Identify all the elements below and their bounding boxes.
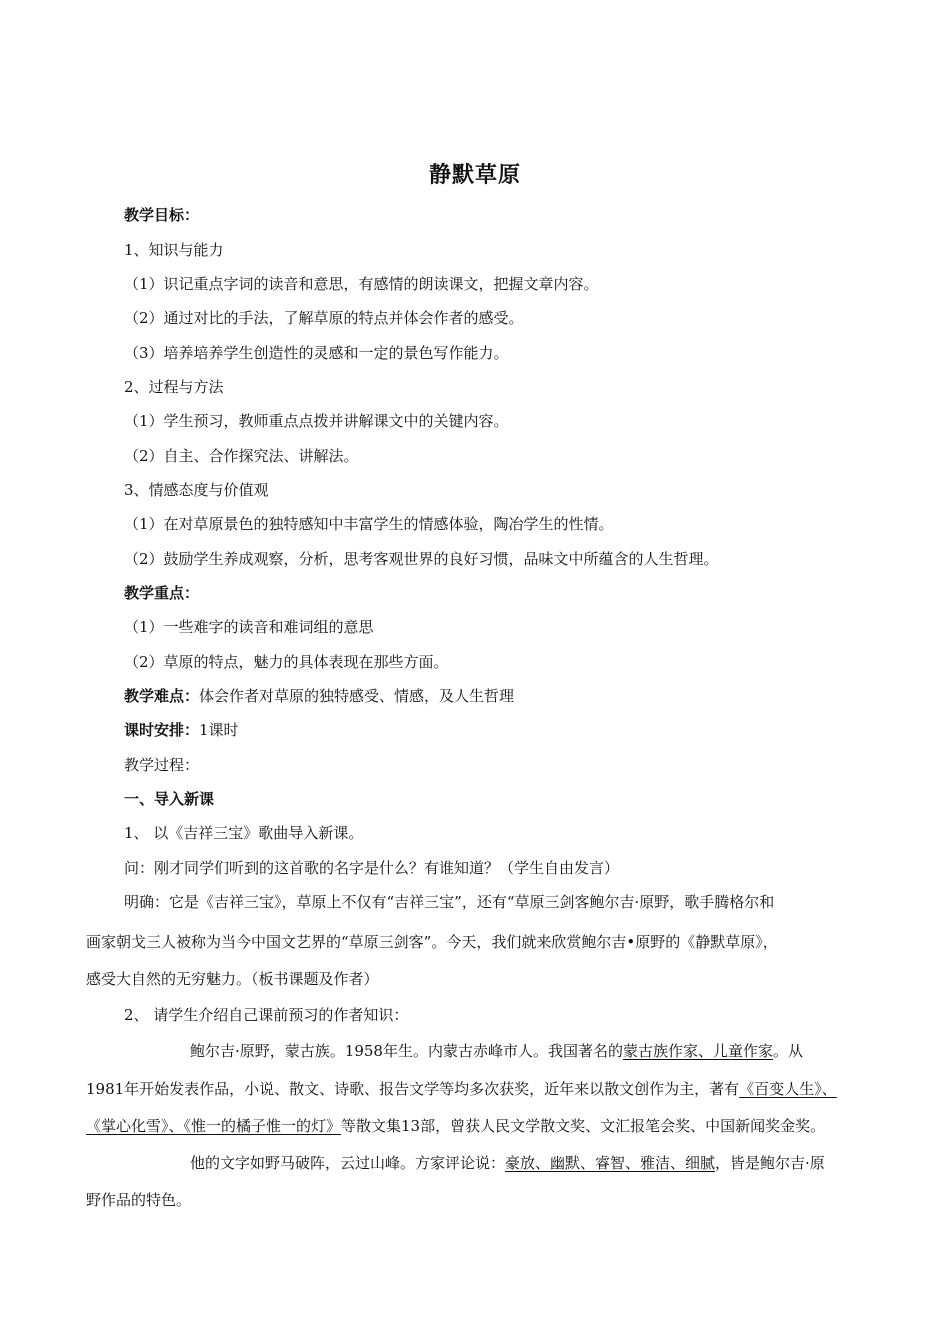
author-text: 等散文集13部，曾获人民文学散文奖、文汇报笔会奖、中国新闻奖金奖。: [341, 1117, 826, 1135]
schedule-text: 1课时: [199, 721, 239, 739]
schedule-label: 课时安排：: [124, 721, 200, 739]
author-text: ，皆是鲍尔吉·原: [715, 1154, 825, 1172]
step-1: 1、 以《吉祥三宝》歌曲导入新课。: [124, 824, 364, 842]
key-point-1: （1）一些难字的读音和难词组的意思: [124, 618, 374, 636]
answer-line-3: 感受大自然的无穷魅力。（板书课题及作者）: [86, 970, 379, 988]
process-label: 教学过程：: [124, 756, 200, 774]
key-points-heading: 教学重点：: [124, 584, 200, 602]
objective-2-item-2: （2）自主、合作探究法、讲解法。: [124, 447, 359, 465]
question-text: 问：刚才同学们听到的这首歌的名字是什么？有谁知道？（学生自由发言）: [124, 859, 620, 877]
author-underlined-text: 《百变人生》、: [739, 1080, 837, 1098]
answer-line-1: 明确：它是《吉祥三宝》，草原上不仅有“吉祥三宝”，还有“草原三剑客鲍尔吉·原野，歌手腾格尔和: [124, 893, 775, 911]
author-text: 。从: [772, 1042, 803, 1060]
step-2: 2、 请学生介绍自己课前预习的作者知识：: [124, 1006, 409, 1024]
page-title: 静默草原: [428, 163, 521, 188]
objectives-heading: 教学目标：: [124, 206, 200, 224]
author-text: 他的文字如野马破阵，云过山峰。方家评论说：: [190, 1154, 506, 1172]
key-point-2: （2）草原的特点，魅力的具体表现在那些方面。: [124, 653, 449, 671]
author-underlined-text: 《掌心化雪》、《惟一的橘子惟一的灯》: [86, 1117, 342, 1135]
author-underlined-text: 豪放、幽默、睿智、雅洁、细腻: [505, 1154, 716, 1172]
author-line-3: [86, 1116, 825, 1136]
author-line-2: [86, 1079, 837, 1099]
objective-1-heading: 1、知识与能力: [124, 241, 224, 259]
objective-1-item-2: （2）通过对比的手法，了解草原的特点并体会作者的感受。: [124, 309, 524, 327]
objective-3-item-1: （1）在对草原景色的独特感知中丰富学生的情感体验，陶冶学生的性情。: [124, 515, 614, 533]
author-text: 1981年开始发表作品，小说、散文、诗歌、报告文学等均多次获奖，近年来以散文创作为主，著有: [86, 1080, 740, 1098]
author-text: 鲍尔吉·原野，蒙古族。1958年生。内蒙古赤峰市人。我国著名的: [190, 1042, 623, 1060]
objective-2-heading: 2、过程与方法: [124, 378, 224, 396]
objective-1-item-1: （1）识记重点字词的读音和意思，有感情的朗读课文，把握文章内容。: [124, 275, 599, 293]
schedule-row: [124, 720, 239, 740]
difficulty-label: 教学难点：: [124, 687, 200, 705]
section-1-heading: 一、导入新课: [124, 790, 215, 808]
objective-3-heading: 3、情感态度与价值观: [124, 481, 269, 499]
author-line-1: [190, 1041, 803, 1061]
difficulty-text: 体会作者对草原的独特感受、情感，及人生哲理: [199, 687, 515, 705]
author-line-5: 野作品的特色。: [86, 1191, 192, 1209]
objective-3-item-2: （2）鼓励学生养成观察，分析，思考客观世界的良好习惯，品味文中所蕴含的人生哲理。: [124, 550, 719, 568]
answer-line-2: 画家朝戈三人被称为当今中国文艺界的“草原三剑客”。今天，我们就来欣赏鲍尔吉•原野的《静默草原》，: [86, 933, 778, 951]
objective-2-item-1: （1）学生预习，教师重点点拨并讲解课文中的关键内容。: [124, 412, 509, 430]
author-line-4: [190, 1153, 825, 1173]
objective-1-item-3: （3）培养培养学生创造性的灵感和一定的景色写作能力。: [124, 344, 509, 362]
author-underlined-text: 蒙古族作家、儿童作家: [622, 1042, 773, 1060]
difficulty-row: [124, 686, 514, 706]
